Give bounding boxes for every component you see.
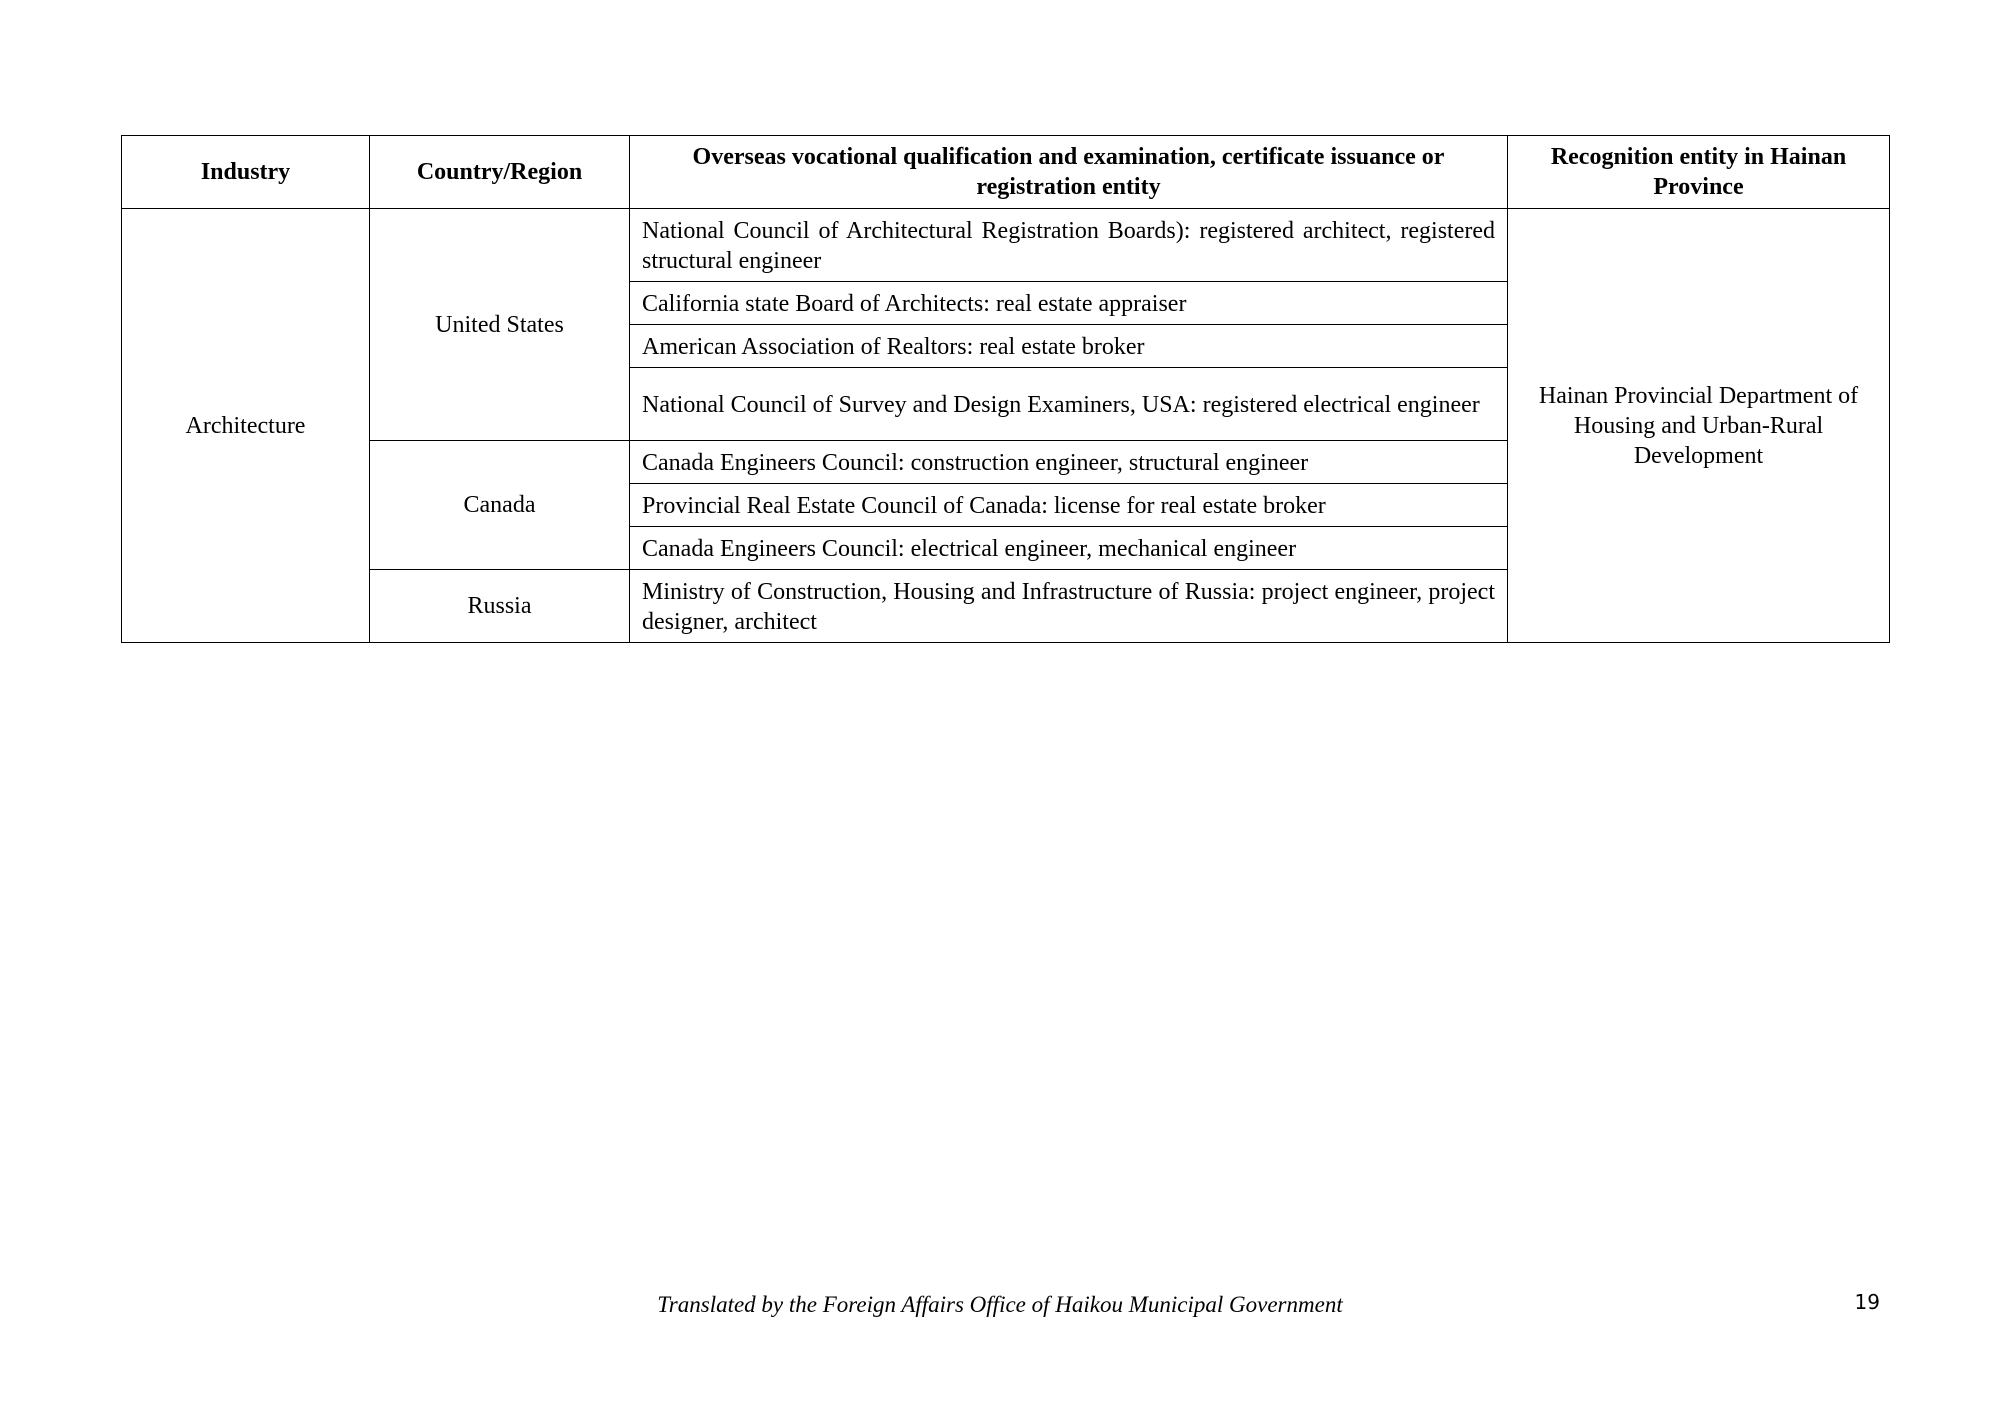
header-recognition-entity: Recognition entity in Hainan Province — [1508, 136, 1890, 209]
recognition-entity-cell: Hainan Provincial Department of Housing and Urban-Rural Development — [1508, 209, 1890, 643]
header-industry: Industry — [122, 136, 370, 209]
entity-cell: Ministry of Construction, Housing and Infrastructure of Russia: project engineer, project designer, architect — [630, 570, 1508, 643]
entity-cell: National Council of Survey and Design Examiners, USA: registered electrical engineer — [630, 368, 1508, 441]
header-overseas-entity: Overseas vocational qualification and examination, certificate issuance or registration entity — [630, 136, 1508, 209]
entity-cell: Canada Engineers Council: construction engineer, structural engineer — [630, 441, 1508, 484]
qualification-table — [121, 135, 1890, 643]
table-header-row — [122, 136, 1890, 209]
entity-cell: Canada Engineers Council: electrical engineer, mechanical engineer — [630, 527, 1508, 570]
country-cell-russia: Russia — [370, 570, 630, 643]
country-cell-united-states: United States — [370, 209, 630, 441]
entity-cell: American Association of Realtors: real estate broker — [630, 325, 1508, 368]
entity-cell: California state Board of Architects: real estate appraiser — [630, 282, 1508, 325]
industry-cell: Architecture — [122, 209, 370, 643]
table-row — [122, 209, 1890, 282]
entity-cell: Provincial Real Estate Council of Canada: license for real estate broker — [630, 484, 1508, 527]
footer-translation-credit: Translated by the Foreign Affairs Office of Haikou Municipal Government — [657, 1292, 1343, 1317]
entity-cell: National Council of Architectural Registration Boards): registered architect, registered structural engineer — [630, 209, 1508, 282]
header-country-region: Country/Region — [370, 136, 630, 209]
page-number: 19 — [1854, 1290, 1880, 1314]
country-cell-canada: Canada — [370, 441, 630, 570]
